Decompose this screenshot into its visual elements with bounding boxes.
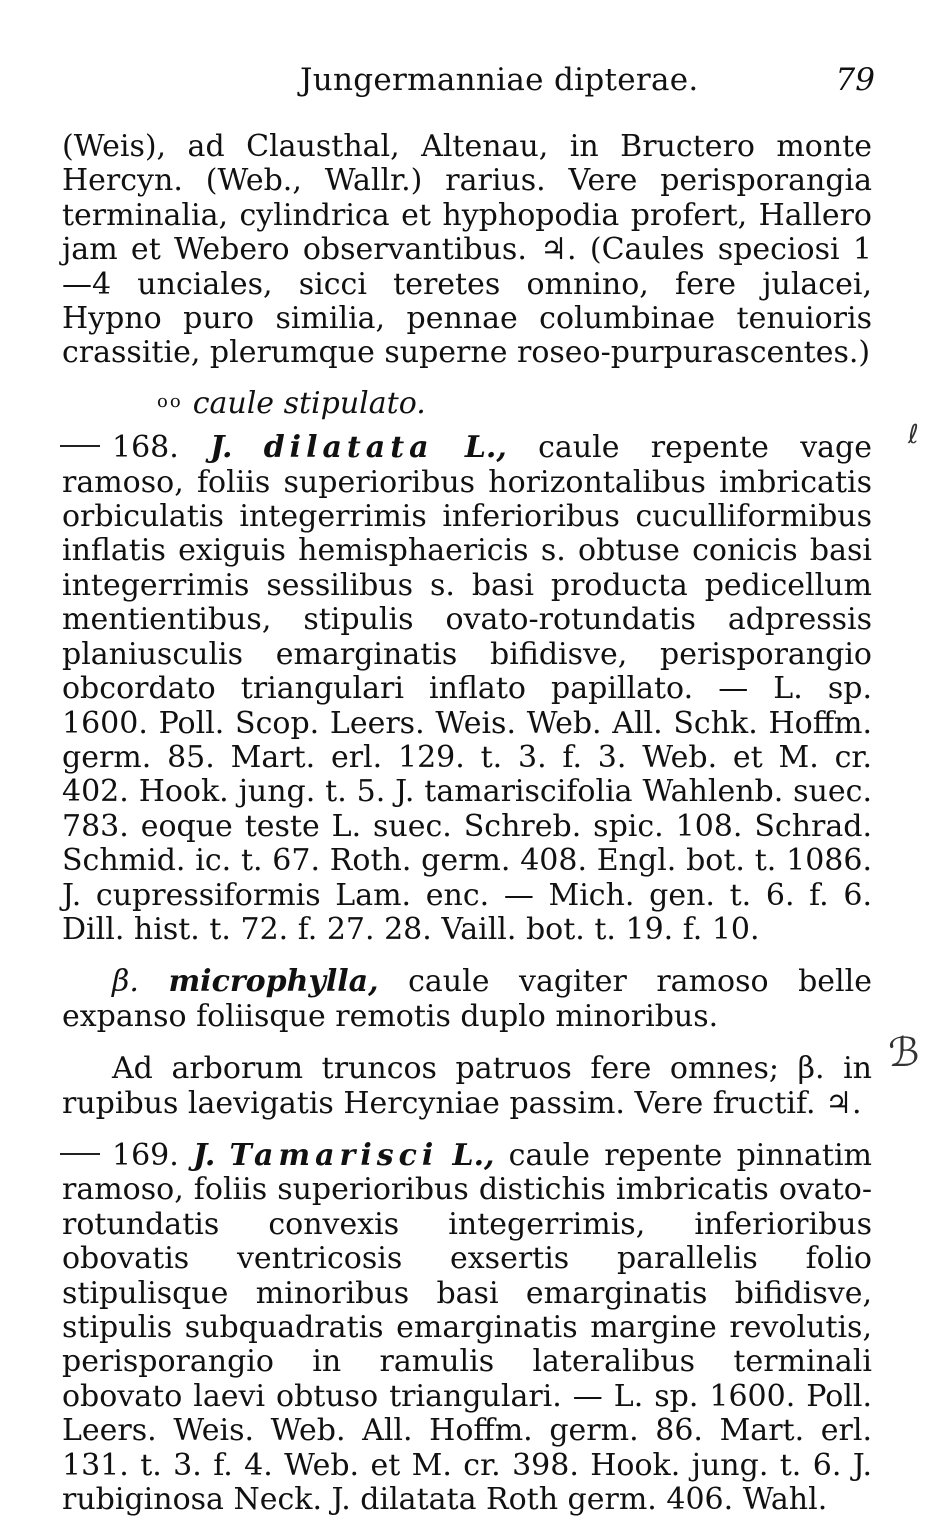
variety-name: microphylla,	[168, 964, 379, 1000]
entry-169	[62, 1139, 872, 1517]
entry-author: L.,	[452, 1137, 495, 1173]
entry-species: dilatata	[263, 430, 434, 466]
entry-author: L.,	[464, 430, 507, 466]
variety-label: β.	[112, 964, 139, 1000]
margin-pencil-note: ℓ	[908, 420, 919, 450]
section-heading-text: caule stipulato.	[192, 385, 426, 421]
entry-number: 169.	[112, 1137, 179, 1173]
variety-beta	[62, 965, 872, 1034]
page-header	[60, 62, 875, 106]
entry-genus: J.	[210, 430, 233, 466]
page-body	[62, 130, 872, 1517]
section-heading	[62, 385, 872, 421]
section-marks: oo	[157, 390, 183, 412]
running-head: Jungermanniae dipterae.	[300, 62, 699, 98]
entry-number: 168.	[112, 430, 179, 466]
entry-genus: J.	[192, 1137, 216, 1173]
page-number: 79	[835, 62, 875, 98]
margin-dash-mark	[60, 445, 100, 447]
entry-168	[62, 431, 872, 947]
entry-description: caule repente pinnatim ramoso, foliis superioribus distichis imbricatis ovato-rotundatis convexis integerrimis, inferioribus obovatis ventricosis exsertis parallelis folio stipulisque minoribus basi emarginatis bifidisve, stipulis subquadratis emarginatis margine revolutis, perisporangio in ramulis lateralibus terminali obovato laevi obtuso triangulari. — L. sp. 1600. Poll. Leers. Weis. Web. All. Hoffm. germ. 86. Mart. erl. 131. t. 3. f. 4. Web. et M. cr. 398. Hook. jung. t. 6. J. rubiginosa Neck. J. dilatata Roth germ. 406. Wahl.	[62, 1137, 872, 1518]
margin-pencil-note: ℬ	[888, 1030, 920, 1076]
paragraph-weis: (Weis), ad Clausthal, Altenau, in Bructero monte Hercyn. (Web., Wallr.) rarius. Vere perisporangia terminalia, cylindrica et hyphopodia profert, Hallero jam et Webero observantibus. ♃. (Caules speciosi 1—4 unciales, sicci teretes omnino, fere julacei, Hypno puro similia, pennae columbinae tenuioris crassitie, plerumque superne roseo-purpurascentes.)	[62, 129, 872, 371]
entry-species: Tamarisci	[229, 1137, 439, 1173]
habitat-168: Ad arborum truncos patruos fere omnes; β. in rupibus laevigatis Hercyniae passim. Vere fructif. ♃.	[62, 1051, 872, 1121]
variety-description: caule vagiter ramoso belle expanso foliisque remotis duplo minoribus.	[62, 964, 872, 1034]
entry-description: caule repente vage ramoso, foliis superioribus horizontalibus imbricatis orbiculatis integerrimis inferioribus cuculliformibus inflatis exiguis hemisphaericis s. obtuse conicis basi integerrimis sessilibus s. basi producta pedicellum mentientibus, stipulis ovato-rotundatis adpressis planiusculis emarginatis bifidisve, perisporangio obcordato triangulari inflato papillato. — L. sp. 1600. Poll. Scop. Leers. Weis. Web. All. Schk. Hoffm. germ. 85. Mart. erl. 129. t. 3. f. 3. Web. et M. cr. 402. Hook. jung. t. 5. J. tamariscifolia Wahlenb. suec. 783. eoque teste L. suec. Schreb. spic. 108. Schrad. Schmid. ic. t. 67. Roth. germ. 408. Engl. bot. t. 1086. J. cupressiformis Lam. enc. — Mich. gen. t. 6. f. 6. Dill. hist. t. 72. f. 27. 28. Vaill. bot. t. 19. f. 10.	[62, 430, 872, 947]
margin-dash-mark	[60, 1153, 100, 1155]
